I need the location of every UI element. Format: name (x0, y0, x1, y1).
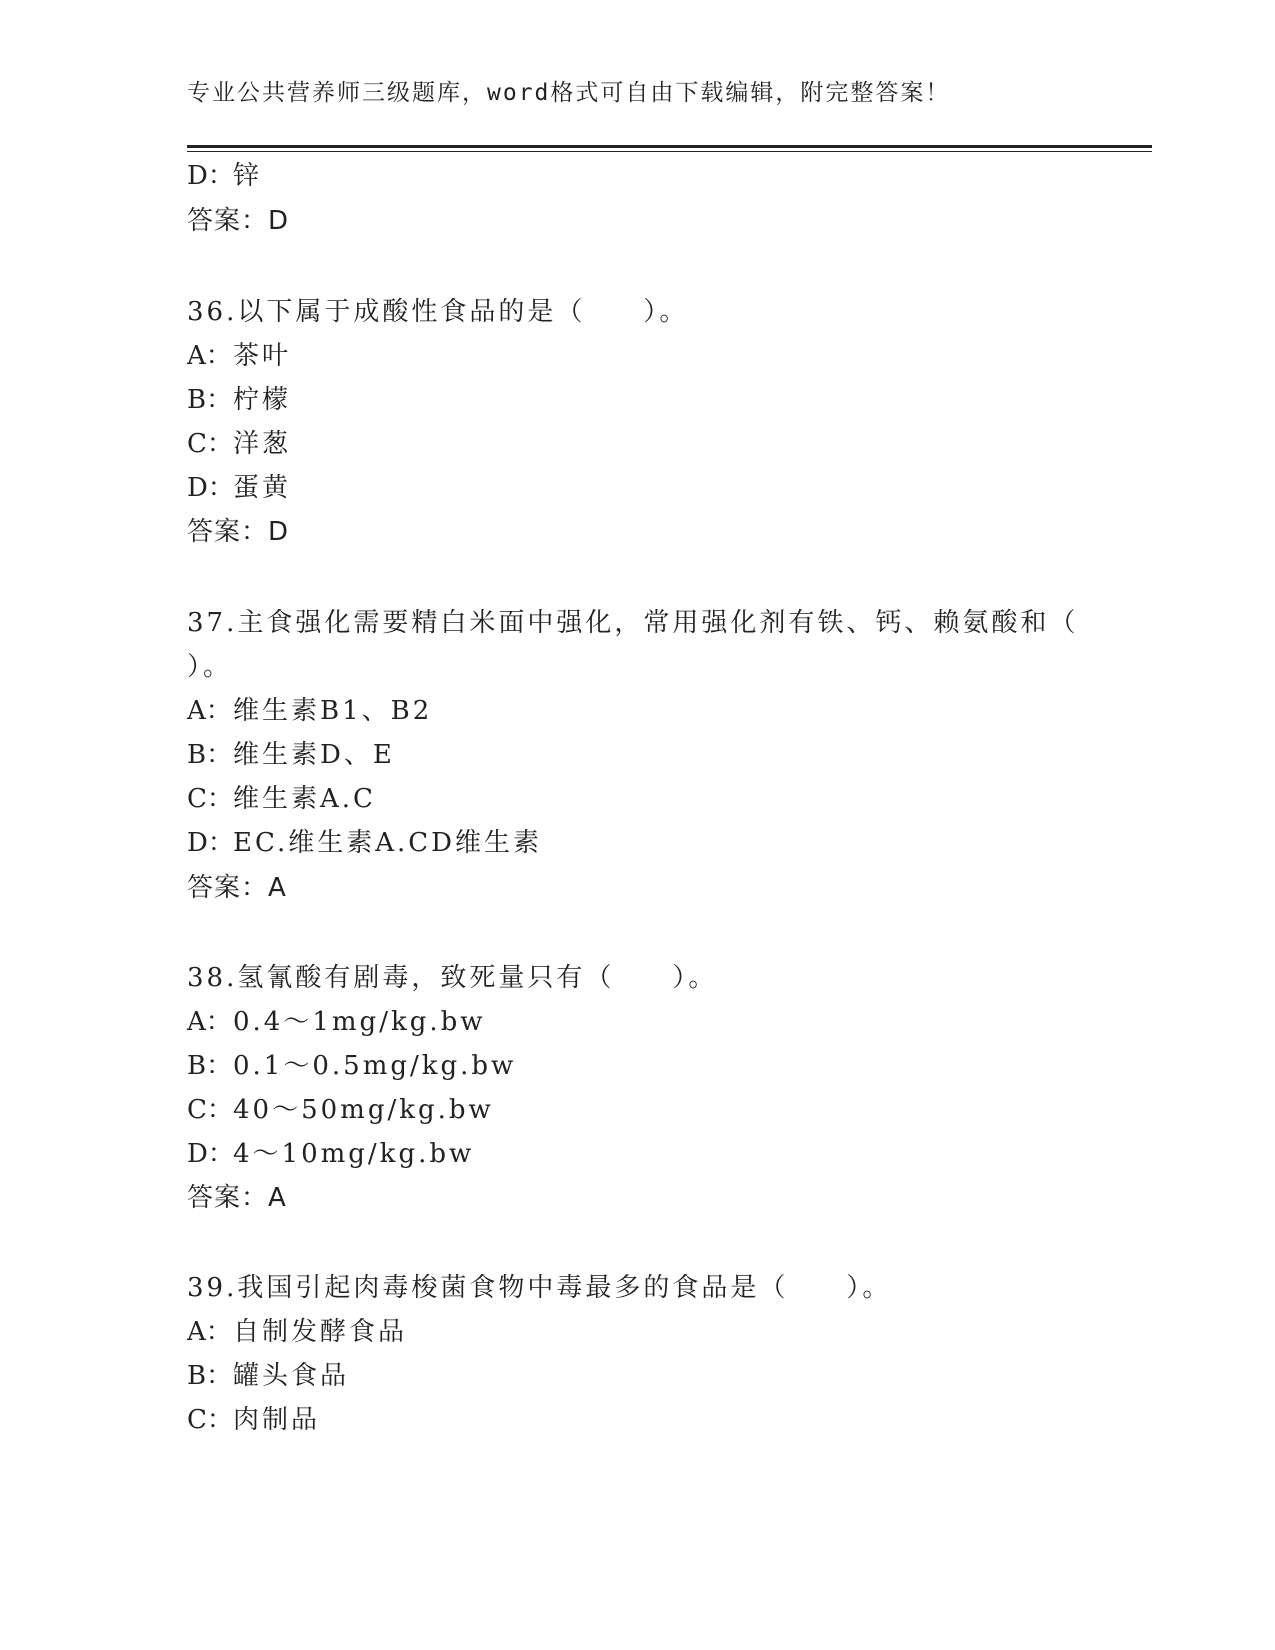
option-label: A： (187, 1317, 232, 1347)
option-line (187, 695, 432, 727)
answer-line: 答案：A (187, 1183, 287, 1213)
option-text: 蛋黄 (233, 473, 292, 503)
header-rule-thick (187, 145, 1152, 148)
option-text: 罐头食品 (233, 1361, 350, 1391)
option-text: 维生素B1、B2 (233, 696, 433, 726)
option-label: A： (187, 341, 232, 371)
option-text: 维生素A.C (233, 784, 376, 814)
option-line (187, 472, 291, 504)
option-label: D： (187, 473, 234, 503)
question-stem: 38.氢氰酸有剧毒，致死量只有（ ）。 (187, 963, 718, 993)
option-text: 0.1～0.5mg/kg.bw (233, 1051, 517, 1081)
question-stem: 39.我国引起肉毒梭菌食物中毒最多的食品是（ ）。 (187, 1273, 892, 1303)
option-line (187, 1360, 349, 1392)
question-stem-continued: ）。 (187, 652, 233, 682)
option-line (187, 1006, 486, 1038)
option-line (187, 827, 542, 859)
header-rule-thin (187, 151, 1152, 152)
option-line (187, 739, 395, 771)
option-text: 0.4～1mg/kg.bw (233, 1007, 486, 1037)
option-line (187, 1050, 516, 1082)
page-header: 专业公共营养师三级题库，word格式可自由下载编辑，附完整答案！ (187, 80, 951, 106)
option-label: A： (187, 1007, 232, 1037)
option-label: C： (187, 784, 233, 814)
option-line (187, 340, 291, 372)
option-label: D： (187, 828, 234, 858)
option-label: A： (187, 696, 232, 726)
answer-line: 答案：D (187, 517, 290, 547)
option-text: 4～10mg/kg.bw (233, 1139, 475, 1169)
option-label: B： (187, 740, 233, 770)
question-stem: 37.主食强化需要精白米面中强化，常用强化剂有铁、钙、赖氨酸和（ (187, 608, 1079, 638)
option-line (187, 1138, 474, 1170)
option-line (187, 1094, 494, 1126)
option-text: 自制发酵食品 (233, 1317, 408, 1347)
option-label: D： (187, 1139, 234, 1169)
option-text: 40～50mg/kg.bw (233, 1095, 494, 1125)
option-line (187, 1316, 407, 1348)
question-stem: 36.以下属于成酸性食品的是（ ）。 (187, 297, 689, 327)
option-text: EC.维生素A.CD维生素 (233, 828, 542, 858)
option-label: B： (187, 385, 233, 415)
option-text: 肉制品 (233, 1405, 321, 1435)
option-label: B： (187, 1361, 233, 1391)
option-label: C： (187, 1095, 233, 1125)
option-text: 茶叶 (233, 341, 292, 371)
option-label: D： (187, 161, 234, 191)
option-line (187, 783, 376, 815)
option-text: 洋葱 (233, 429, 292, 459)
option-text: 锌 (233, 161, 263, 191)
option-line (187, 160, 262, 192)
option-line (187, 1404, 320, 1436)
option-line (187, 384, 291, 416)
option-label: C： (187, 1405, 233, 1435)
option-label: B： (187, 1051, 233, 1081)
answer-line: 答案：D (187, 206, 290, 236)
option-label: C： (187, 429, 233, 459)
option-text: 柠檬 (233, 385, 292, 415)
answer-line: 答案：A (187, 873, 287, 903)
option-text: 维生素D、E (233, 740, 395, 770)
option-line (187, 428, 291, 460)
